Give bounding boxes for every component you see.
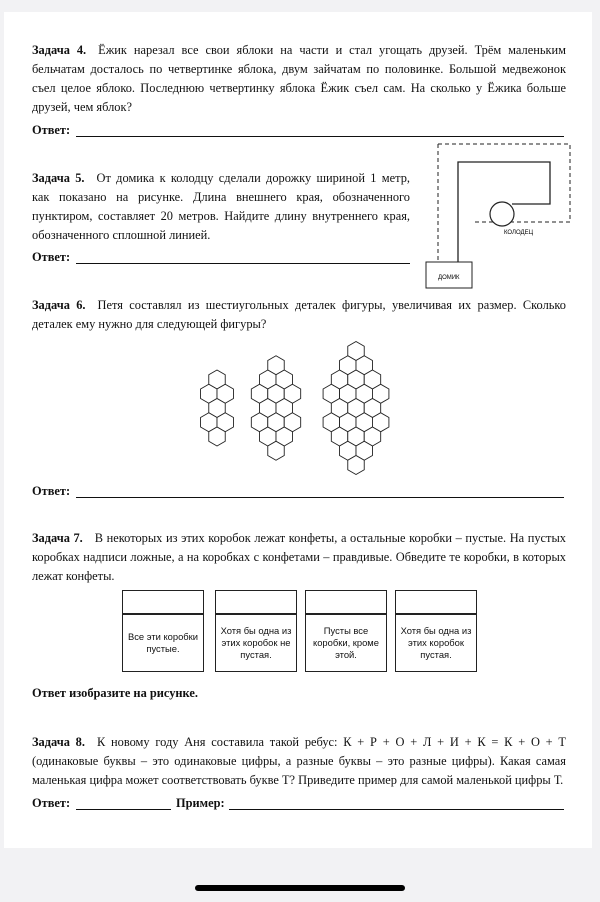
task-8-label: Задача 8. (32, 735, 85, 749)
hexagon-figures (190, 340, 400, 476)
hexagon-piece (268, 441, 284, 460)
well-label: КОЛОДЕЦ (504, 230, 534, 236)
task-5-label: Задача 5. (32, 171, 85, 185)
task-6-label: Задача 6. (32, 298, 86, 312)
task-4-answer-line[interactable] (76, 136, 564, 137)
candy-box-2[interactable] (215, 590, 297, 678)
task-7-answer-note: Ответ изобразите на рисунке. (32, 686, 198, 700)
task-7 (32, 529, 566, 586)
task-6 (32, 296, 566, 334)
task-4 (32, 41, 566, 117)
task-8-answer-line[interactable] (76, 809, 171, 810)
house-label: ДОМИК (438, 275, 460, 281)
task-7-text: В некоторых из этих коробок лежат конфеты, а остальные коробки – пустые. На пустых коробках надписи ложные, а на коробках с конфетами – правдивые. Обведите те коробки, в которых лежат конфеты. (32, 531, 566, 583)
candy-box-4[interactable] (395, 590, 477, 678)
task-6-answer-label: Ответ: (32, 484, 71, 498)
path-diagram (420, 140, 580, 292)
task-5-text: От домика к колодцу сделали дорожку шириной 1 метр, как показано на рисунке. Длина внешнего края, обозначенного пунктиром, составляет 20 метров. Найдите длину внутреннего края, обозначенного сплошной линией. (32, 171, 410, 242)
well-icon (490, 202, 514, 226)
hexagon-piece (348, 456, 364, 475)
task-5 (32, 169, 410, 245)
task-7-label: Задача 7. (32, 531, 83, 545)
box-lid (122, 590, 204, 614)
hexagon-piece (209, 427, 225, 446)
task-8 (32, 733, 566, 790)
box-lid (305, 590, 387, 614)
task-6-text: Петя составлял из шестиугольных деталек фигуры, увеличивая их размер. Сколько деталек ему нужно для следующей фигуры? (32, 298, 566, 331)
box-lid (395, 590, 477, 614)
task-8-example-line[interactable] (229, 809, 564, 810)
box-label-2: Хотя бы одна из этих коробок не пустая. (215, 614, 297, 672)
task-4-answer-label: Ответ: (32, 123, 71, 137)
candy-box-1[interactable] (122, 590, 204, 678)
candy-box-3[interactable] (305, 590, 387, 678)
task-5-answer-line[interactable] (76, 263, 410, 264)
task-4-text: Ёжик нарезал все свои яблоки на части и стал угощать друзей. Трём маленьким бельчатам досталось по четвертинке яблока, двум зайчатам по половинке. Большой медвежонок съел целое яблоко. Последнюю четвертинку яблока Ёжик съел сам. На сколько у Ёжика больше друзей, чем яблок? (32, 43, 566, 114)
home-indicator[interactable] (195, 885, 405, 891)
task-8-text: К новому году Аня составила такой ребус: К + Р + О + Л + И + К = К + О + Т (одинаковые буквы – это одинаковые цифры, а разные буквы – это разные цифры). Какая самая маленькая цифра может соответствовать букве Т? Приведите пример для самой маленькой цифры Т. (32, 735, 566, 787)
box-label-1: Все эти коробки пустые. (122, 614, 204, 672)
task-6-answer-line[interactable] (76, 497, 564, 498)
task-4-label: Задача 4. (32, 43, 87, 57)
task-8-answer-label: Ответ: (32, 796, 71, 810)
box-lid (215, 590, 297, 614)
task-5-answer-label: Ответ: (32, 250, 71, 264)
box-label-4: Хотя бы одна из этих коробок пустая. (395, 614, 477, 672)
task-8-example-label: Пример: (176, 796, 225, 810)
box-label-3: Пусты все коробки, кроме этой. (305, 614, 387, 672)
